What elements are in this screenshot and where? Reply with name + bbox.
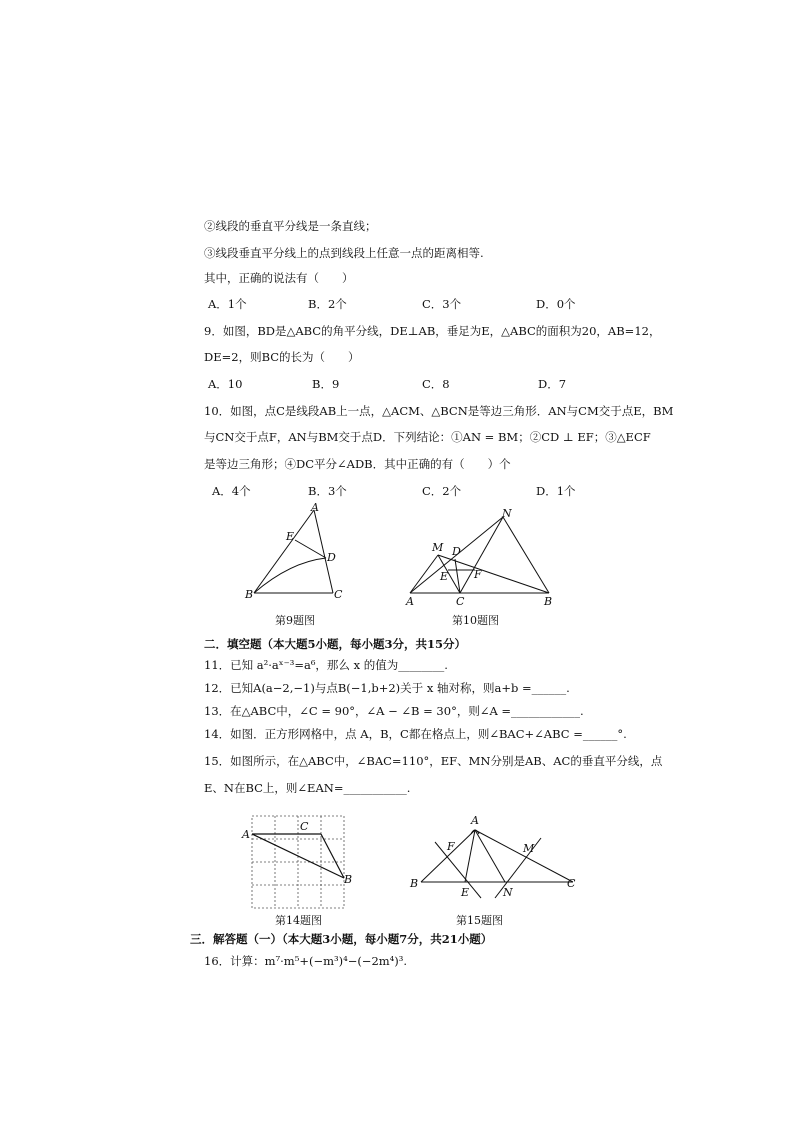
q8-prompt: 其中，正确的说法有（ ）: [204, 271, 354, 285]
q10-line-1: 10．如图，点C是线段AB上一点，△ACM、△BCN是等边三角形．AN与CM交于点E，BM: [204, 404, 674, 418]
fig15-label-m: M: [523, 842, 535, 855]
q10-line-3: 是等边三角形；④DC平分∠ADB．其中正确的有（ ）个: [204, 457, 511, 471]
fig14-label-a: A: [242, 828, 250, 841]
figure-14: [238, 808, 358, 910]
q11: 11．已知 a²·aˣ⁻³=a⁶，那么 x 的值为________.: [204, 658, 448, 672]
fig9-bisector-bd: [254, 558, 326, 593]
fig9-caption: 第9题图: [275, 614, 315, 627]
q10-line-2: 与CN交于点F，AN与BM交于点D．下列结论：①AN = BM；②CD ⊥ EF；③△ECF: [204, 430, 651, 444]
q8-option-b: B．2个: [308, 297, 347, 311]
fig9-side-ab: [254, 510, 314, 593]
section-3-title: 三．解答题（一）（本大题3小题，每小题7分，共21小题）: [190, 932, 493, 946]
figure-15: [405, 812, 585, 902]
fig15-label-c: C: [567, 877, 576, 890]
q8-option-d: D．0个: [536, 297, 576, 311]
fig14-label-c: C: [300, 820, 309, 833]
fig9-label-e: E: [286, 530, 295, 543]
fig10-line-bm: [438, 555, 549, 593]
fig10-caption: 第10题图: [452, 614, 499, 627]
fig9-label-a: A: [311, 501, 319, 514]
figure-10: [400, 505, 560, 607]
fig14-caption: 第14题图: [275, 914, 322, 927]
fig10-label-c: C: [456, 595, 465, 607]
fig10-label-e: E: [440, 570, 449, 583]
q10-option-c: C．2个: [422, 484, 462, 498]
q12: 12．已知A(a−2,−1)与点B(−1,b+2)关于 x 轴对称，则a+b =______.: [204, 681, 570, 695]
q16: 16．计算：m⁷·m⁵+(−m³)⁴−(−2m⁴)³.: [204, 954, 408, 968]
fig10-label-f: F: [474, 568, 482, 581]
q9-line-1: 9．如图，BD是△ABC的角平分线，DE⊥AB，垂足为E，△ABC的面积为20，AB=12，: [204, 324, 661, 338]
q8-statement-3: ③线段垂直平分线上的点到线段上任意一点的距离相等.: [204, 246, 484, 260]
fig14-side-cb: [321, 834, 344, 878]
q8-option-c: C．3个: [422, 297, 462, 311]
q15-line-2: E、N在BC上，则∠EAN=___________.: [204, 781, 411, 795]
fig10-label-n: N: [502, 507, 512, 520]
figure-9: [240, 500, 350, 605]
fig15-perp-bisector-ef: [435, 842, 481, 898]
fig15-label-b: B: [410, 877, 419, 890]
q9-option-a: A．10: [208, 377, 243, 391]
fig9-label-d: D: [327, 551, 336, 564]
fig10-label-b: B: [544, 595, 553, 607]
q10-option-b: B．3个: [308, 484, 347, 498]
q14: 14．如图．正方形网格中，点 A，B，C都在格点上，则∠BAC+∠ABC =______°.: [204, 727, 627, 741]
fig10-side-cn: [460, 517, 503, 593]
q8-statement-2: ②线段的垂直平分线是一条直线；: [204, 219, 377, 233]
q8-option-a: A．1个: [208, 297, 247, 311]
fig14-label-b: B: [344, 873, 353, 886]
q9-line-2: DE=2，则BC的长为（ ）: [204, 350, 360, 364]
q13: 13．在△ABC中，∠C = 90°，∠A − ∠B = 30°，则∠A =____________.: [204, 704, 584, 718]
fig15-label-f: F: [447, 840, 455, 853]
fig10-label-d: D: [452, 545, 461, 558]
fig14-grid: [252, 816, 344, 908]
q9-option-d: D．7: [538, 377, 567, 391]
fig15-label-e: E: [461, 886, 470, 899]
fig15-caption: 第15题图: [456, 914, 503, 927]
fig15-label-a: A: [471, 814, 479, 827]
fig9-label-c: C: [334, 588, 343, 601]
q9-option-b: B．9: [312, 377, 340, 391]
q10-option-d: D．1个: [536, 484, 576, 498]
section-2-title: 二．填空题（本大题5小题，每小题3分，共15分）: [204, 637, 467, 651]
q10-option-a: A．4个: [212, 484, 251, 498]
q9-option-c: C．8: [422, 377, 450, 391]
fig10-side-nb: [503, 517, 549, 593]
fig15-label-n: N: [503, 886, 513, 899]
fig9-label-b: B: [245, 588, 254, 601]
fig10-label-a: A: [406, 595, 414, 607]
q15-line-1: 15．如图所示，在△ABC中，∠BAC=110°，EF、MN分别是AB、AC的垂直平分线，点: [204, 754, 663, 768]
fig10-label-m: M: [432, 541, 444, 554]
